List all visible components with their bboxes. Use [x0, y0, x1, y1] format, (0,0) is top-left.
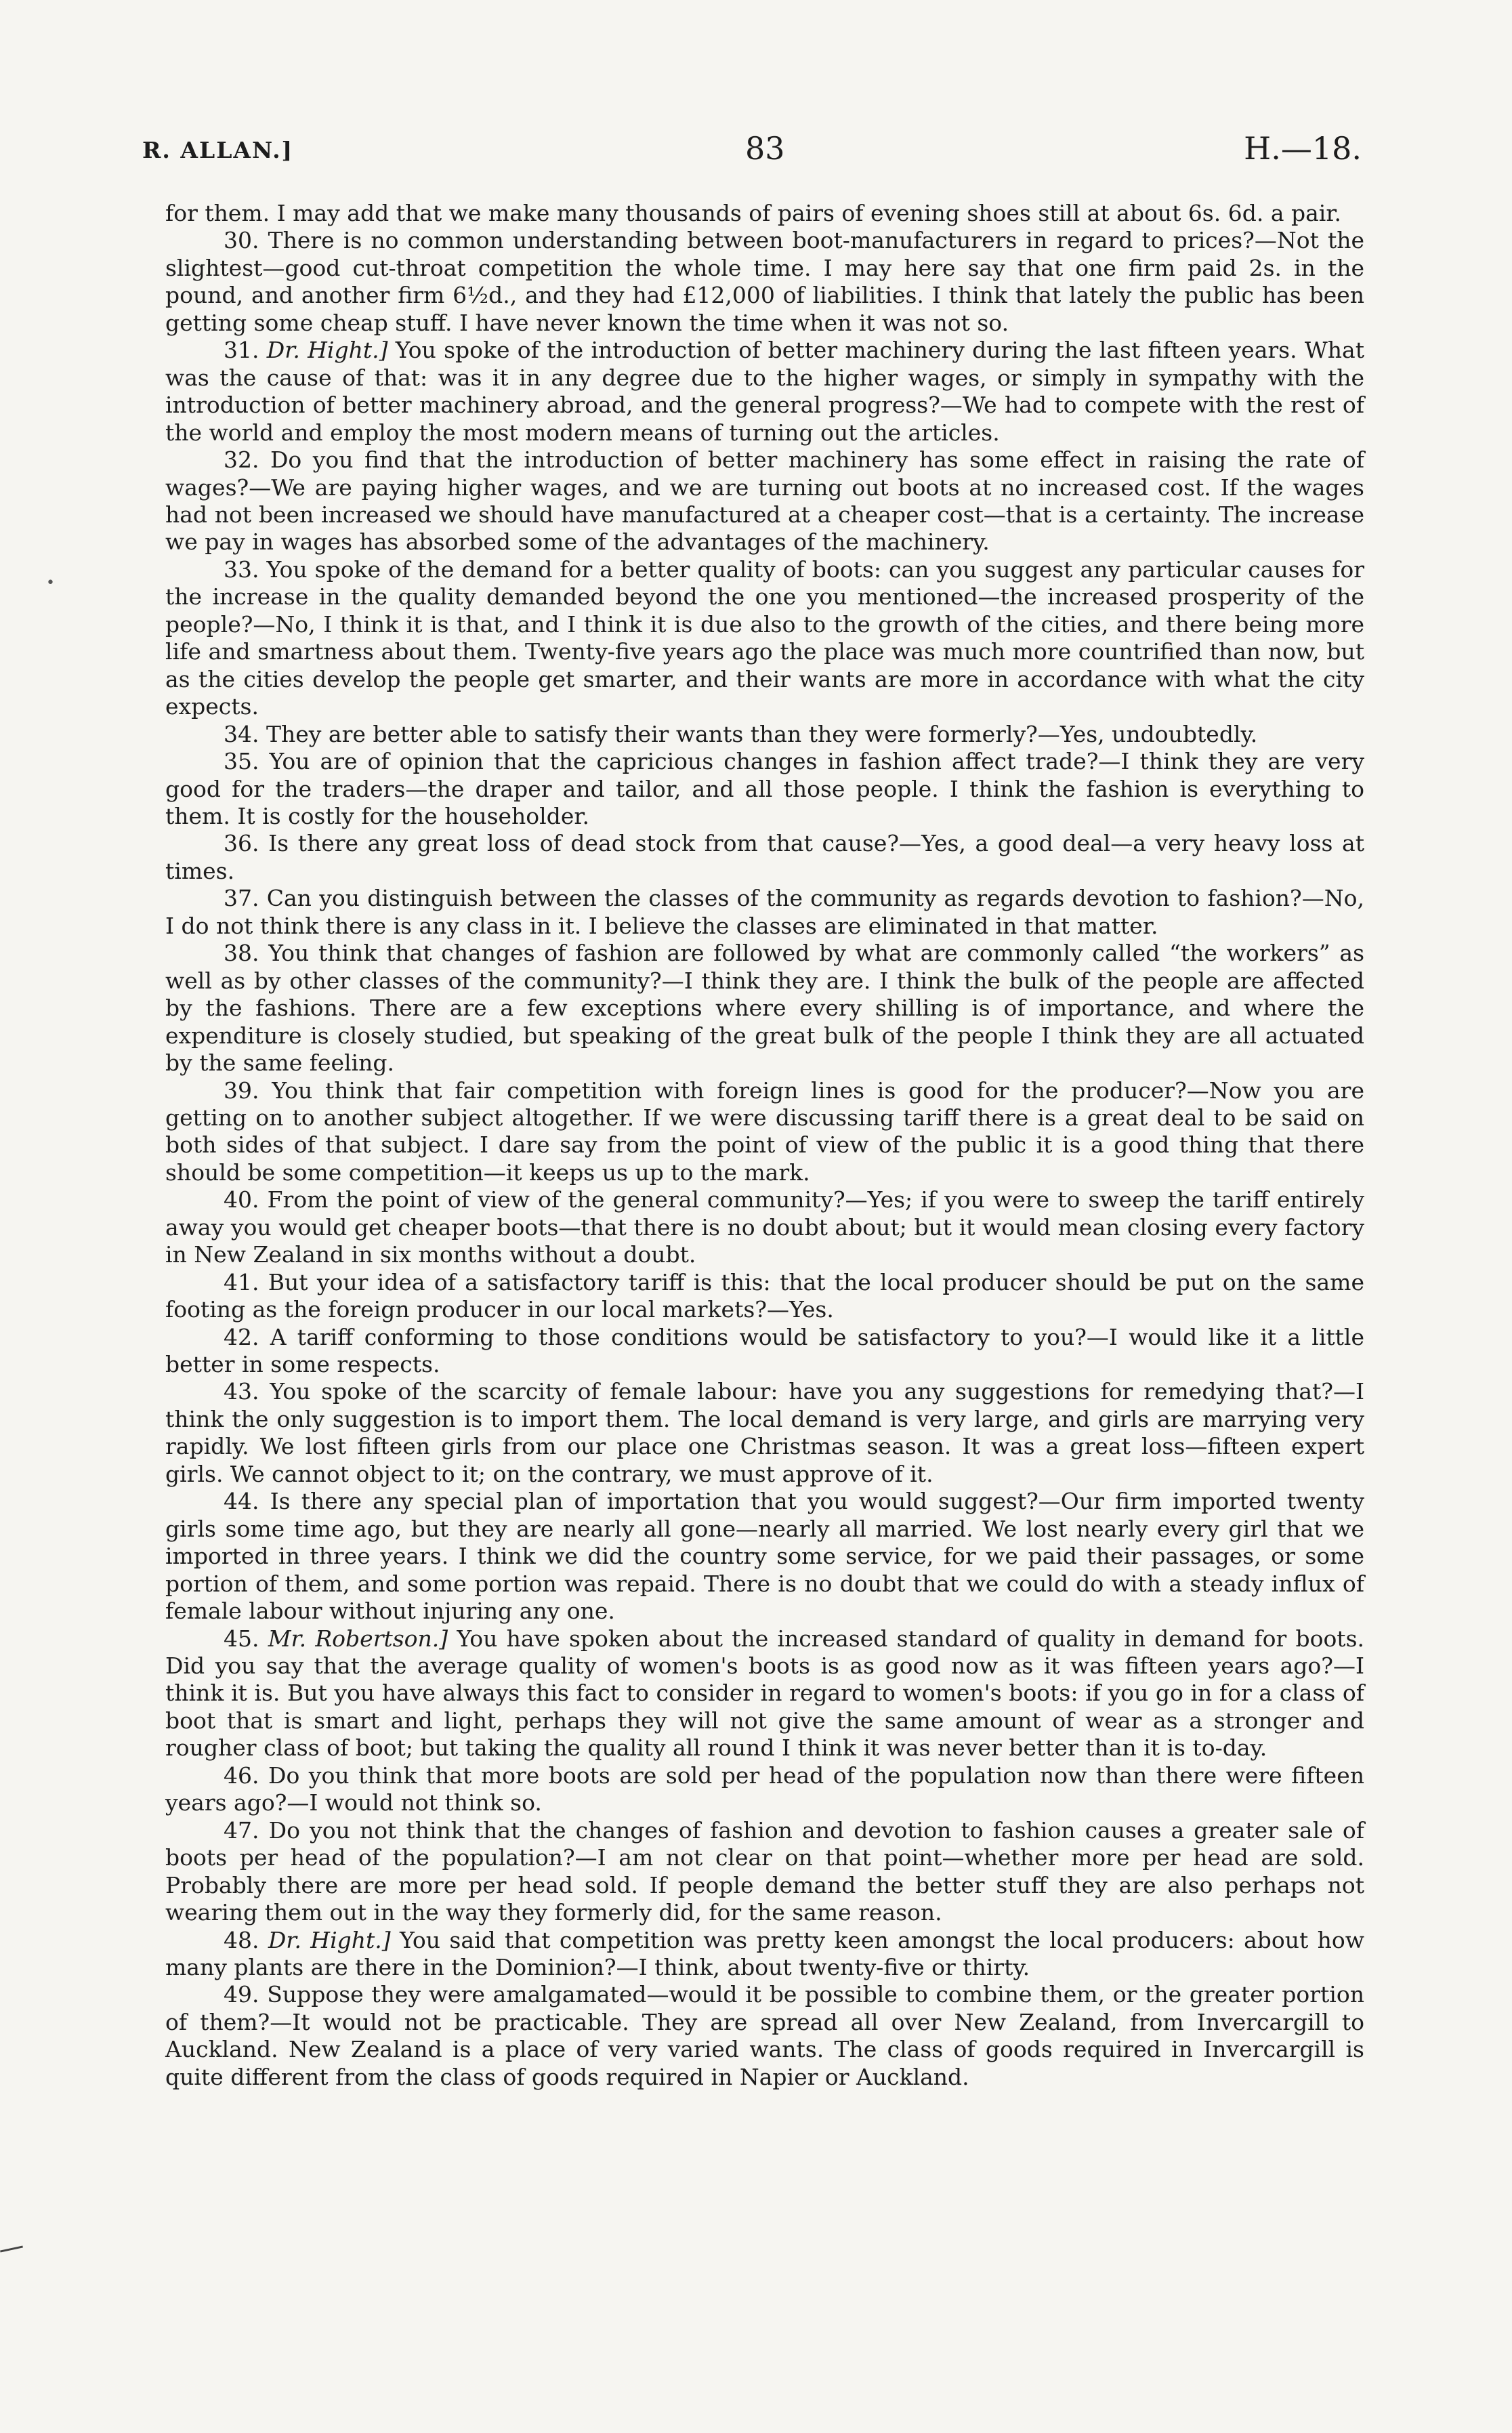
question-number: 32.: [224, 446, 259, 474]
question-text: Do you not think that the changes of fashion and devotion to fashion causes a greater sale of boots per head of the population?—I am not clear on that point—whether more per head are sold. Probably there are more per head sold. If people demand the better stuff they are also perhaps not wearing them out in the way they formerly did, for the same reason.: [165, 1816, 1364, 1926]
question-text: But your idea of a satisfactory tariff is this: that the local producer should be put on the same footing as the foreign producer in our local markets?—Yes.: [165, 1268, 1364, 1323]
question-37: [165, 885, 1364, 940]
question-43: [165, 1378, 1364, 1488]
question-text: From the point of view of the general community?—Yes; if you were to sweep the tariff entirely away you would get cheaper boots—that there is no doubt about; but it would mean closing every factory in New Zealand in six months without a doubt.: [165, 1186, 1364, 1268]
question-text: Suppose they were amalgamated—would it be possible to combine them, or the greater portion of them?—It would not be practicable. They are spread all over New Zealand, from Invercargill to Auckland. New Zealand is a place of very varied wants. The class of goods required in Invercargill is quite different from the class of goods required in Napier or Auckland.: [165, 1981, 1364, 2090]
question-text: A tariff conforming to those conditions would be satisfactory to you?—I would like it a little better in some respects.: [165, 1323, 1364, 1378]
question-number: 37.: [224, 885, 259, 912]
corner-mark: [0, 2245, 23, 2252]
page-header: [142, 130, 1362, 171]
question-text: Is there any special plan of importation that you would suggest?—Our firm imported twenty girls some time ago, but they are nearly all gone—nearly all married. We lost nearly every girl that we imported in three years. I think we did the country some service, for we paid their passages, or some portion of them, and some portion was repaid. There is no doubt that we could do with a steady influx of female labour without injuring any one.: [165, 1488, 1364, 1625]
question-31: [165, 337, 1364, 446]
question-number: 31.: [224, 337, 259, 364]
question-34: [165, 721, 1364, 748]
question-text: You are of opinion that the capricious changes in fashion affect trade?—I think they are very good for the traders—the draper and tailor, and all those people. I think the fashion is everything to them. It is costly for the householder.: [165, 748, 1364, 829]
question-42: [165, 1324, 1364, 1379]
margin-dot: •: [46, 575, 55, 591]
question-47: [165, 1817, 1364, 1927]
question-number: 40.: [224, 1186, 259, 1213]
question-40: [165, 1186, 1364, 1268]
question-number: 38.: [224, 940, 259, 967]
question-list: [165, 227, 1364, 2091]
question-text: Can you distinguish between the classes of the community as regards devotion to fashion?—No, I do not think there is any class in it. I believe the classes are eliminated in that matter.: [165, 885, 1364, 939]
witness-name: R. ALLAN.]: [142, 137, 294, 163]
question-44: [165, 1488, 1364, 1625]
question-46: [165, 1762, 1364, 1817]
question-number: 33.: [224, 556, 259, 583]
question-text: You said that competition was pretty keen amongst the local producers: about how many plants are there in the Dominion?—I think, about twenty-five or thirty.: [165, 1926, 1364, 1980]
question-30: [165, 227, 1364, 337]
speaker-name: Mr. Robertson.]: [268, 1625, 448, 1652]
question-text: Do you find that the introduction of better machinery has some effect in raising the rate of wages?—We are paying higher wages, and we are turning out boots at no increased cost. If the wages had not been increased we should have manufactured at a cheaper cost—that is a certainty. The increase we pay in wages has absorbed some of the advantages of the machinery.: [165, 446, 1364, 556]
question-text: There is no common understanding between boot-manufacturers in regard to prices?—Not the slightest—good cut-throat competition the whole time. I may here say that one firm paid 2s. in the pound, and another firm 6½d., and they had £12,000 of liabilities. I think that lately the public has been getting some cheap stuff. I have never known the time when it was not so.: [165, 227, 1364, 336]
question-number: 39.: [224, 1077, 259, 1104]
question-number: 49.: [224, 1981, 259, 2008]
question-text: You spoke of the introduction of better machinery during the last fifteen years. What was the cause of that: was it in any degree due to the higher wages, or simply in sympathy with the introduction of better machinery abroad, and the general progress?—We had to compete with the rest of the world and employ the most modern means of turning out the articles.: [165, 337, 1364, 446]
document-code: H.—18.: [1244, 130, 1362, 167]
speaker-name: Dr. Hight.]: [266, 337, 388, 364]
speaker-name: Dr. Hight.]: [268, 1926, 391, 1953]
question-text: You spoke of the demand for a better quality of boots: can you suggest any particular causes for the increase in the quality demanded beyond the one you mentioned—the increased prosperity of the people?—No, I think it is that, and I think it is due also to the growth of the cities, and there being more life and smartness about them. Twenty-five years ago the place was much more countrified than now, but as the cities develop the people get smarter, and their wants are more in accordance with what the city expects.: [165, 556, 1364, 720]
question-number: 42.: [224, 1323, 259, 1350]
question-text: They are better able to satisfy their wants than they were formerly?—Yes, undoubtedly.: [266, 720, 1258, 747]
question-number: 47.: [224, 1816, 259, 1844]
question-48: [165, 1927, 1364, 1982]
question-49: [165, 1981, 1364, 2091]
question-38: [165, 940, 1364, 1077]
question-text: Do you think that more boots are sold per head of the population now than there were fifteen years ago?—I would not think so.: [165, 1762, 1364, 1816]
question-text: You think that changes of fashion are followed by what are commonly called “the workers” as well as by other classes of the community?—I think they are. I think the bulk of the people are affected by the fashions. There are a few exceptions where every shilling is of importance, and where the expenditure is closely studied, but speaking of the great bulk of the people I think they are all actuated by the same feeling.: [165, 940, 1365, 1077]
question-number: 44.: [224, 1488, 259, 1515]
opening-paragraph: for them. I may add that we make many thousands of pairs of evening shoes still at about 6s. 6d. a pair.: [165, 200, 1341, 226]
page-body: [165, 200, 1364, 2091]
page-number: 83: [745, 130, 785, 167]
question-45: [165, 1625, 1364, 1762]
question-number: 45.: [224, 1625, 259, 1652]
question-text: You spoke of the scarcity of female labour: have you any suggestions for remedying that?—I think the only suggestion is to import them. The local demand is very large, and girls are marrying very rapidly. We lost fifteen girls from our place one Christmas season. It was a great loss—fifteen expert girls. We cannot object to it; on the contrary, we must approve of it.: [165, 1378, 1364, 1487]
question-39: [165, 1077, 1364, 1187]
question-number: 48.: [224, 1926, 259, 1953]
question-text: You think that fair competition with foreign lines is good for the producer?—Now you are getting on to another subject altogether. If we were discussing tariff there is a great deal to be said on both sides of that subject. I dare say from the point of view of the public it is a good thing that there should be some competition—it keeps us up to the mark.: [165, 1077, 1364, 1186]
question-35: [165, 748, 1364, 830]
question-33: [165, 556, 1364, 721]
question-text: You have spoken about the increased standard of quality in demand for boots. Did you say that the average quality of women's boots is as good now as it was fifteen years ago?—I think it is. But you have always this fact to consider in regard to women's boots: if you go in for a class of boot that is smart and light, perhaps they will not give the same amount of wear as a stronger and rougher class of boot; but taking the quality all round I think it was never better than it is to-day.: [165, 1625, 1364, 1762]
question-36: [165, 830, 1364, 885]
question-number: 30.: [224, 227, 259, 254]
question-number: 46.: [224, 1762, 259, 1789]
question-number: 34.: [224, 720, 259, 747]
question-number: 43.: [224, 1378, 259, 1405]
question-number: 41.: [224, 1268, 259, 1295]
question-41: [165, 1269, 1364, 1324]
question-number: 35.: [224, 748, 259, 775]
question-32: [165, 446, 1364, 556]
question-number: 36.: [224, 830, 259, 857]
question-text: Is there any great loss of dead stock from that cause?—Yes, a good deal—a very heavy loss at times.: [165, 830, 1364, 884]
